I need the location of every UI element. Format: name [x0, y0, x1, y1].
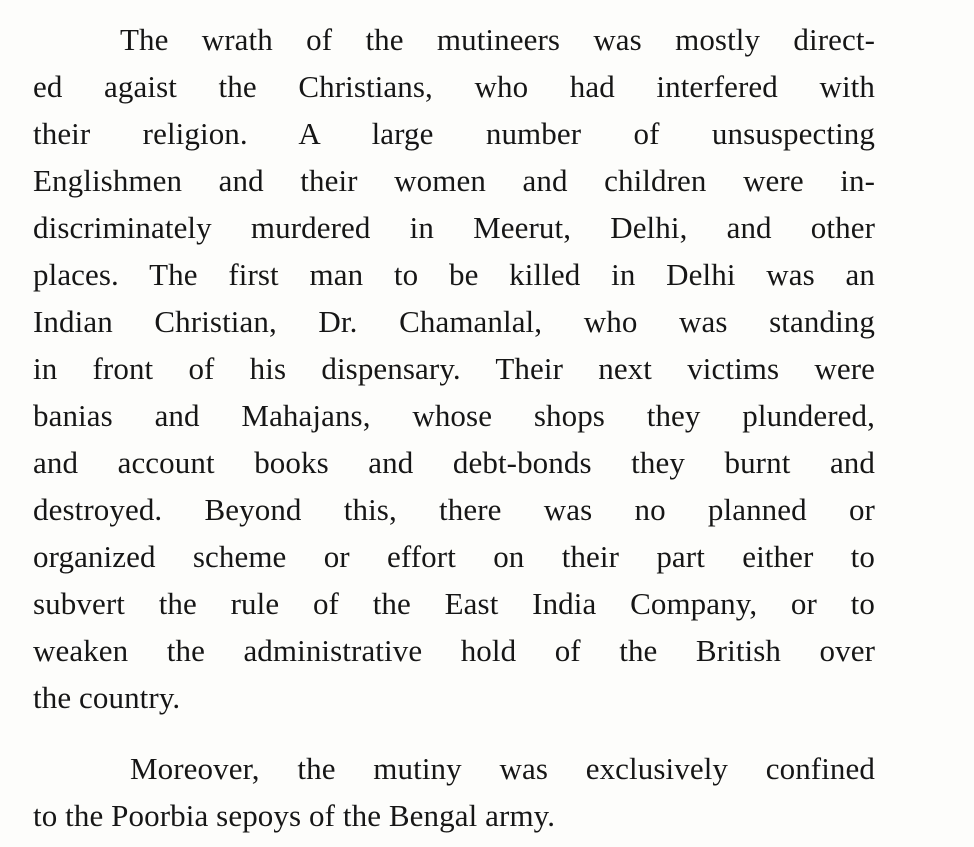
text-line: places. The first man to be killed in Delhi was an [33, 257, 875, 292]
text-line: ed agaist the Christians, who had interfered with [33, 69, 875, 104]
text-line: weaken the administrative hold of the British over [33, 633, 875, 668]
text-line: the country. [33, 680, 181, 715]
text-line: organized scheme or effort on their part either to [33, 539, 875, 574]
text-line: in front of his dispensary. Their next victims were [33, 351, 875, 386]
text-line: Englishmen and their women and children were in- [33, 163, 875, 198]
text-line: destroyed. Beyond this, there was no planned or [33, 492, 875, 527]
text-line: Indian Christian, Dr. Chamanlal, who was standing [33, 304, 875, 339]
text-line: and account books and debt-bonds they burnt and [33, 445, 875, 480]
text-line: Moreover, the mutiny was exclusively confined [130, 751, 875, 786]
text-line: discriminately murdered in Meerut, Delhi, and other [33, 210, 875, 245]
text-line: banias and Mahajans, whose shops they plundered, [33, 398, 875, 433]
text-line: The wrath of the mutineers was mostly direct- [120, 22, 875, 57]
text-line: subvert the rule of the East India Company, or to [33, 586, 875, 621]
text-line: to the Poorbia sepoys of the Bengal army. [33, 798, 556, 833]
text-line: their religion. A large number of unsuspecting [33, 116, 875, 151]
